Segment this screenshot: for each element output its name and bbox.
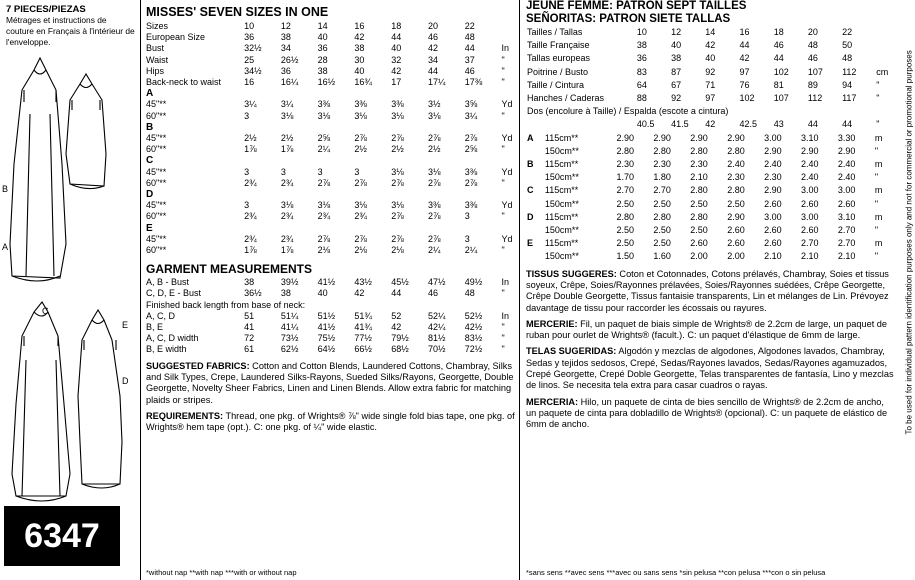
yardage-view-head: A [146, 88, 154, 100]
table-row: 45"** 2½ 2½ 2⅝ 2⅞ 2⅞ 2⅞ 2⅞ Yd [146, 133, 513, 144]
suggested-fabrics-text: Cotton and Cotton Blends, Laundered Cottons, Chambray, Silks and Silk Types, Crepe, Laundered Silks-Rayons, Sueded Silks/Rayons, Georgette, Double Georgette, Novelty Sheer Fabrics, Linen and Linen Blends. Allow extra fabric for matching plaids or stripes. [146, 360, 514, 405]
table-row: Back-neck to waist 16 16¼ 16½ 16¾ 17 17¼ 17⅜ " [146, 77, 505, 88]
pieces-header [0, 0, 140, 48]
garment-measurements-table [146, 277, 522, 355]
tissus-text: Coton et Cotonnades, Cotons prélavés, Chambray, Soies et tissus soyeux, Crêpe, Soies/Rayonnes prélavées, Soies/Rayonnes suédées, Crêpe Georgette, Crêpe Double Georgette, Tissus fantaisie transparents, Lin et mélanges de Lin. Prévoyez davantage de tissu pour raccorder les écossais ou rayures. [526, 268, 889, 313]
table-row: B 115cm** 2.30 2.30 2.30 2.40 2.40 2.40 2.40 m [527, 159, 883, 170]
table-row: 60"** 1⅞ 1⅞ 2¼ 2½ 2½ 2½ 2⅝ " [146, 144, 505, 155]
pattern-number: 6347 [4, 506, 120, 566]
telas-paragraph [526, 346, 894, 391]
yardage-view-head: C [146, 155, 154, 167]
table-row: A 115cm** 2.90 2.90 2.90 2.90 3.00 3.10 3.30 m [527, 132, 883, 143]
requirements-paragraph [146, 411, 522, 434]
table-row: Hanches / Caderas 88 92 97 102 107 112 117 " [527, 93, 880, 104]
metric-yardage-table [526, 132, 894, 264]
english-title: MISSES' SEVEN SIZES IN ONE [146, 5, 329, 19]
table-row: Poitrine / Busto 83 87 92 97 102 107 112 cm [527, 66, 889, 77]
metric-size-table [526, 26, 894, 132]
mercerie-label: MERCERIE: [526, 318, 578, 329]
table-row: Hips 34½ 36 38 40 42 44 46 " [146, 65, 505, 76]
table-row: 45"** 3¼ 3¼ 3⅜ 3⅜ 3⅜ 3½ 3⅝ Yd [146, 99, 513, 110]
copyright-side-text [902, 0, 915, 580]
table-row: 45"** 2¾ 2¾ 2⅞ 2⅞ 2⅞ 2⅞ 3 Yd [146, 233, 513, 244]
telas-label: TELAS SUGERIDAS: [526, 346, 617, 357]
suggested-fabrics-label: SUGGESTED FABRICS: [146, 360, 250, 371]
english-footnote: *without nap **with nap ***with or without nap [146, 568, 297, 577]
garment-measurements-title: GARMENT MEASUREMENTS [146, 262, 313, 277]
illustration-column [0, 0, 140, 580]
table-row: Waist 25 26½ 28 30 32 34 37 " [146, 54, 505, 65]
divider-left [140, 0, 141, 580]
table-row: Tailles / Tallas 10 12 14 16 18 20 22 [527, 27, 853, 37]
english-size-table [146, 21, 522, 88]
suggested-fabrics-paragraph [146, 361, 522, 406]
mercerie-text: Fil, un paquet de biais simple de Wrights® de 2.2cm de large, un paquet de ruban pour ourlet de Wrights® (facult.). C: un paquet d'élastique de 6mm de large. [526, 318, 888, 341]
view-label-d: D [122, 376, 129, 386]
yardage-view-head: D [146, 189, 154, 201]
table-row: 60"** 2¾ 2¾ 2¾ 2¾ 2⅞ 2⅞ 3 " [146, 211, 505, 222]
table-row: 150cm** 2.50 2.50 2.50 2.60 2.60 2.60 2.70 " [544, 225, 879, 236]
table-row: 45"** 3 3 3 3 3⅛ 3⅛ 3⅜ Yd [146, 166, 513, 177]
tissus-label: TISSUS SUGGERES: [526, 268, 617, 279]
garment-line-drawings [0, 44, 140, 519]
view-label-e: E [122, 320, 129, 330]
yardage-view-head: B [146, 121, 154, 133]
metric-footnote: *sans sens **avec sens ***avec ou sans sens *sin pelusa **con pelusa ***con o sin pelusa [526, 568, 826, 577]
table-row: A, C, D 51 51¼ 51½ 51¾ 52 52¼ 52½ In [146, 310, 510, 321]
table-row: 150cm** 2.50 2.50 2.50 2.50 2.60 2.60 2.60 " [544, 198, 879, 209]
telas-text: Algodón y mezclas de algodones, Algodones lavados, Chambray, Sedas y tejidos sedosos, Crepé, Sedas/Rayones lavados, Sedas/Rayones agamuzados, Crepé Georgette, Crepé Doble Georgette, Telas transparentes de fantasía, Lino y mezclas de linos. Se necesita tela extra para casar cuadros o rayas. [526, 346, 894, 391]
french-spanish-column [522, 0, 898, 580]
table-row: Tallas europeas 36 38 40 42 44 46 48 [527, 53, 853, 64]
table-row: Taille Française 38 40 42 44 46 48 50 [527, 40, 853, 51]
table-row: B, E width 61 62½ 64½ 66½ 68½ 70½ 72½ " [146, 344, 505, 355]
view-label-a: A [2, 242, 9, 252]
mercerie-paragraph [526, 319, 894, 342]
table-row: 60"** 2¾ 2¾ 2⅞ 2⅞ 2⅞ 2⅞ 2⅞ " [146, 177, 505, 188]
table-row: Bust 32½ 34 36 38 40 42 44 In [146, 43, 510, 54]
table-row: E 115cm** 2.50 2.50 2.60 2.60 2.60 2.70 2.70 m [527, 238, 883, 249]
finished-length-note: Finished back length from base of neck: [146, 299, 306, 310]
requirements-label: REQUIREMENTS: [146, 410, 224, 421]
view-label-c: C [42, 306, 49, 316]
table-row: B, E 41 41¼ 41½ 41¾ 42 42¼ 42½ " [146, 322, 505, 333]
table-row: 150cm** 2.80 2.80 2.80 2.80 2.90 2.90 2.90 " [544, 145, 879, 156]
table-row: 60"** 1⅞ 1⅞ 2⅛ 2⅛ 2⅛ 2¼ 2¼ " [146, 245, 505, 256]
table-row: 40.5 41.5 42 42.5 43 44 44 " [636, 119, 880, 130]
table-row: D 115cm** 2.80 2.80 2.80 2.90 3.00 3.00 3.10 m [527, 211, 883, 222]
table-row: A, C, D width 72 73½ 75½ 77½ 79½ 81½ 83½ " [146, 333, 505, 344]
english-column [142, 0, 526, 580]
copyright-side-label: To be used for individual pattern identification purposes only and not for commercial or promotional purposes [904, 50, 914, 435]
table-row: 150cm** 1.70 1.80 2.10 2.30 2.30 2.40 2.40 " [544, 172, 879, 183]
pieces-note: Métrages et instructions de couture en Français à l'intérieur de l'enveloppe. [6, 15, 135, 47]
table-row: 150cm** 1.50 1.60 2.00 2.00 2.10 2.10 2.10 " [544, 251, 879, 262]
requirements-text: Thread, one pkg. of Wrights® ⅞" wide single fold bias tape, one pkg. of Wrights® hem tape (opt.). C: one pkg. of ¼" wide elastic. [146, 410, 515, 433]
merceria-paragraph [526, 397, 894, 431]
view-label-b: B [2, 184, 9, 194]
french-title: JEUNE FEMME: PATRON SEPT TAILLES [526, 0, 747, 12]
yardage-view-head: E [146, 222, 153, 234]
tissus-paragraph [526, 269, 894, 314]
table-row: 45"** 3 3⅛ 3⅛ 3⅛ 3⅛ 3⅜ 3⅜ Yd [146, 200, 513, 211]
table-row: Dos (encolure à Taille) / Espalda (escote a cintura) [527, 106, 729, 117]
table-row: C 115cm** 2.70 2.70 2.80 2.80 2.90 3.00 3.00 m [527, 185, 883, 196]
table-row: C, D, E - Bust 36½ 38 40 42 44 46 48 " [146, 288, 505, 299]
table-row: 60"** 3 3⅛ 3⅛ 3⅛ 3⅛ 3⅛ 3¼ " [146, 110, 505, 121]
table-row: Taille / Cintura 64 67 71 76 81 89 94 " [527, 79, 880, 90]
pieces-title: 7 PIECES/PIEZAS [6, 4, 86, 15]
table-row: Sizes 10 12 14 16 18 20 22 [146, 21, 475, 31]
merceria-text: Hilo, un paquete de cinta de bies sencillo de Wrights® de 2.2cm de ancho, un paquete de cinta para dobladillo de Wrights® (opcional). C: un paquete de elástico de 6mm de ancho. [526, 396, 888, 430]
merceria-label: MERCERIA: [526, 396, 579, 407]
english-yardage-table [146, 88, 522, 256]
table-row: European Size 36 38 40 42 44 46 48 [146, 32, 475, 43]
spanish-title: SEÑORITAS: PATRON SIETE TALLAS [526, 13, 731, 25]
table-row: A, B - Bust 38 39½ 41½ 43½ 45½ 47½ 49½ In [146, 277, 510, 288]
